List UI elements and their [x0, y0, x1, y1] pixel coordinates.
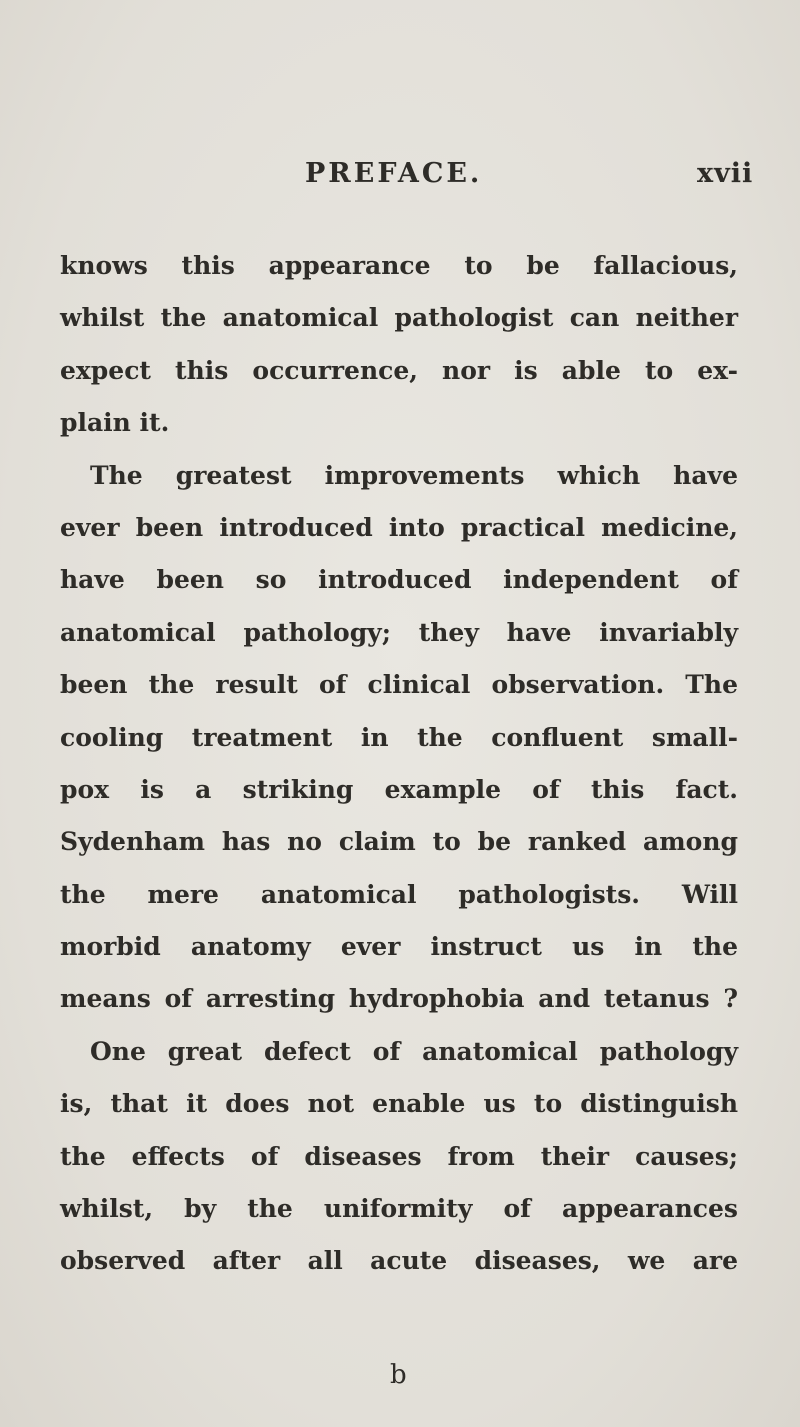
body-text [60, 240, 738, 1288]
text-line: cooling treatment in the confluent small- [60, 722, 738, 752]
running-head [0, 158, 800, 198]
text-line: ever been introduced into practical medicine, [60, 512, 738, 542]
text-line: plain it. [60, 408, 170, 438]
text-line: been the result of clinical observation. The [60, 670, 738, 700]
text-line: expect this occurrence, nor is able to ex- [60, 355, 738, 385]
text-line: whilst the anatomical pathologist can neither [60, 303, 738, 333]
signature-mark: b [390, 1360, 407, 1390]
text-line: is, that it does not enable us to distinguish [60, 1089, 738, 1119]
text-line: knows this appearance to be fallacious, [60, 251, 738, 280]
text-line: whilst, by the uniformity of appearances [60, 1194, 738, 1224]
page-number: xvii [697, 158, 754, 189]
text-line: One great defect of anatomical pathology [90, 1036, 738, 1066]
text-line: the mere anatomical pathologists. Will [60, 879, 738, 909]
text-line: Sydenham has no claim to be ranked among [60, 827, 738, 857]
text-line: have been so introduced independent of [60, 565, 738, 595]
text-line: means of arresting hydrophobia and tetanus ? [60, 984, 738, 1014]
text-line: observed after all acute diseases, we are [60, 1246, 738, 1276]
text-line: The greatest improvements which have [90, 460, 738, 490]
text-line: anatomical pathology; they have invariably [60, 617, 738, 647]
running-head-title: PREFACE. [305, 158, 483, 189]
text-line: the effects of diseases from their causes; [60, 1141, 738, 1171]
text-line: morbid anatomy ever instruct us in the [60, 932, 738, 962]
text-line: pox is a striking example of this fact. [60, 774, 738, 804]
